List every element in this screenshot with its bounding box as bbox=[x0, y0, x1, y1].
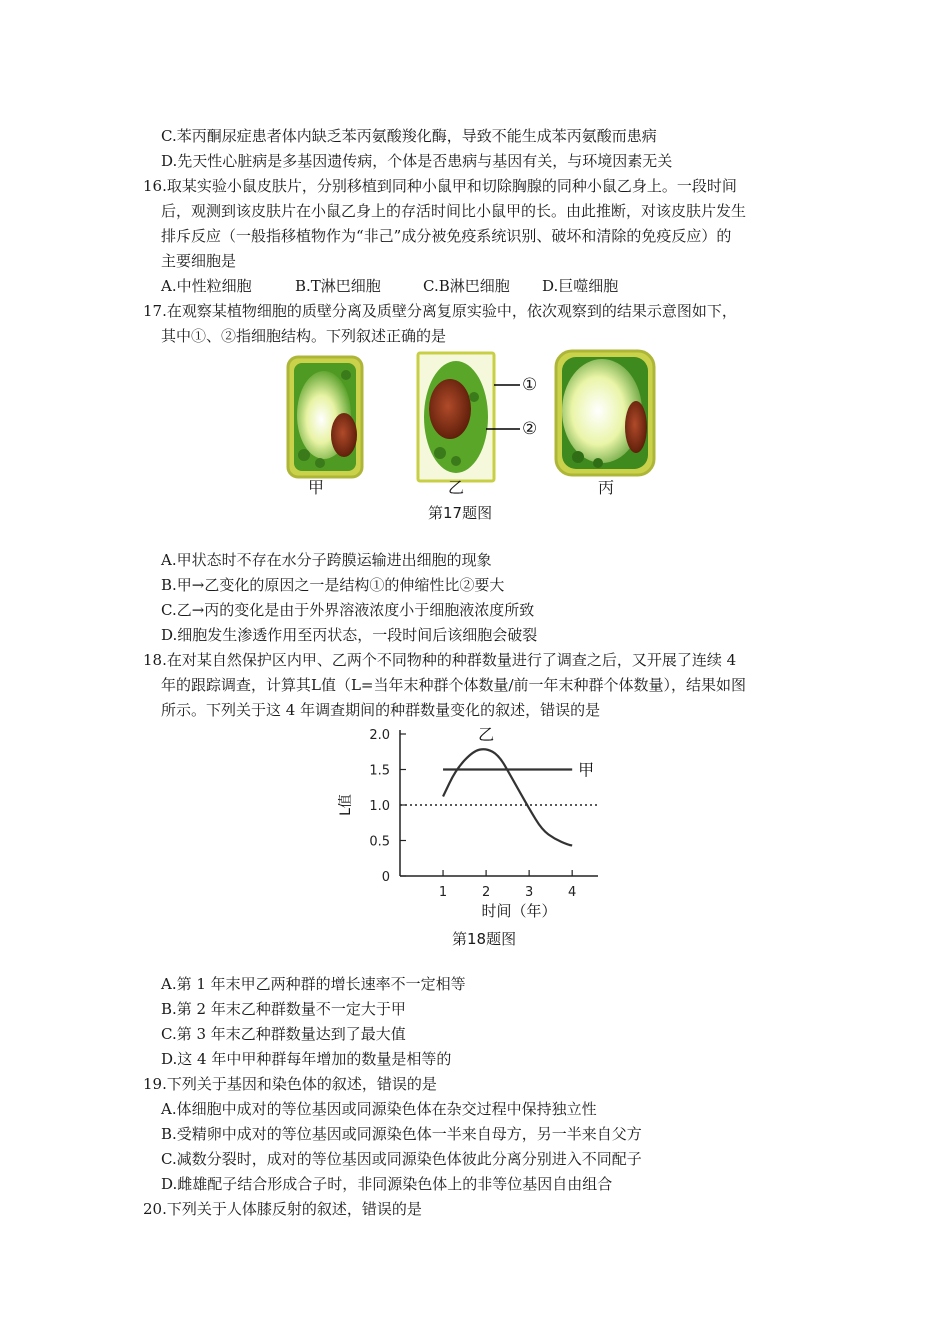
cell-bing bbox=[556, 351, 654, 475]
q18-stem-2: 年的跟踪调查，计算其L值（L=当年末种群个体数量/前一年末种群个体数量），结果如图 bbox=[161, 676, 747, 694]
q17-option-c: C.乙→丙的变化是由于外界溶液浓度小于细胞液浓度所致 bbox=[161, 601, 535, 619]
y-axis-label: L值 bbox=[338, 794, 354, 816]
x-tick-label: 3 bbox=[524, 885, 534, 900]
chart-labels bbox=[337, 725, 594, 920]
q16-option-a: A.中性粒细胞 bbox=[161, 277, 252, 295]
q16-stem-1: 16.取某实验小鼠皮肤片，分别移植到同种小鼠甲和切除胸腺的同种小鼠乙身上。一段时间 bbox=[143, 177, 737, 195]
q19-option-c: C.减数分裂时，成对的等位基因或同源染色体彼此分离分别进入不同配子 bbox=[161, 1150, 642, 1168]
marker-1: ① bbox=[522, 375, 538, 395]
series-label-jia: 甲 bbox=[578, 760, 595, 780]
series-label-yi: 乙 bbox=[478, 725, 495, 745]
q16-option-d: D.巨噬细胞 bbox=[542, 277, 619, 295]
label-bing: 丙 bbox=[598, 478, 615, 497]
y-tick-label: 0 bbox=[381, 870, 390, 885]
x-tick-label: 2 bbox=[481, 885, 491, 900]
q17-option-d: D.细胞发生渗透作用至丙状态，一段时间后该细胞会破裂 bbox=[161, 626, 538, 644]
label-yi: 乙 bbox=[448, 478, 465, 497]
x-tick-label: 1 bbox=[438, 885, 448, 900]
q18-figure-caption: 第18题图 bbox=[452, 930, 517, 948]
q20-stem: 20.下列关于人体膝反射的叙述，错误的是 bbox=[143, 1200, 422, 1218]
y-tick-label: 2.0 bbox=[369, 728, 390, 743]
q17-stem-1: 17.在观察某植物细胞的质壁分离及质壁分离复原实验中，依次观察到的结果示意图如下， bbox=[143, 302, 737, 320]
chart-series bbox=[400, 749, 598, 845]
marker-2: ② bbox=[522, 419, 538, 439]
q19-stem: 19.下列关于基因和染色体的叙述，错误的是 bbox=[143, 1075, 437, 1093]
q16-option-b: B.T淋巴细胞 bbox=[295, 277, 381, 295]
x-tick-label: 4 bbox=[568, 885, 577, 900]
q16-stem-2: 后，观测到该皮肤片在小鼠乙身上的存活时间比小鼠甲的长。由此推断，对该皮肤片发生 bbox=[161, 202, 747, 220]
q17-stem-2: 其中①、②指细胞结构。下列叙述正确的是 bbox=[161, 327, 447, 345]
y-tick-label: 0.5 bbox=[369, 834, 390, 850]
q17-option-b: B.甲→乙变化的原因之一是结构①的伸缩性比②要大 bbox=[161, 576, 505, 594]
q16-stem-4: 主要细胞是 bbox=[161, 252, 237, 270]
label-jia: 甲 bbox=[308, 478, 325, 497]
q17-figure-caption: 第17题图 bbox=[428, 504, 493, 522]
q18-option-c: C.第 3 年末乙种群数量达到了最大值 bbox=[161, 1025, 406, 1043]
q19-option-b: B.受精卵中成对的等位基因或同源染色体一半来自母方，另一半来自父方 bbox=[161, 1125, 642, 1143]
q18-stem-1: 18.在对某自然保护区内甲、乙两个不同物种的种群数量进行了调查之后，又开展了连续 4 bbox=[143, 651, 737, 669]
q18-line-chart bbox=[330, 722, 620, 922]
x-axis-label: 时间（年） bbox=[481, 902, 557, 920]
cell-jia bbox=[288, 357, 362, 477]
q18-option-b: B.第 2 年末乙种群数量不一定大于甲 bbox=[161, 1000, 406, 1018]
q15-option-c: C.苯丙酮尿症患者体内缺乏苯丙氨酸羧化酶，导致不能生成苯丙氨酸而患病 bbox=[161, 127, 657, 145]
y-tick-label: 1.0 bbox=[369, 799, 390, 814]
series-line-1 bbox=[443, 749, 572, 845]
q17-option-a: A.甲状态时不存在水分子跨膜运输进出细胞的现象 bbox=[161, 551, 492, 569]
cell-yi bbox=[418, 353, 520, 481]
q16-option-c: C.B淋巴细胞 bbox=[423, 277, 510, 295]
q18-stem-3: 所示。下列关于这 4 年调查期间的种群数量变化的叙述，错误的是 bbox=[161, 701, 601, 719]
q18-option-d: D.这 4 年中甲种群每年增加的数量是相等的 bbox=[161, 1050, 452, 1068]
q16-stem-3: 排斥反应（一般指移植物作为“非己”成分被免疫系统识别、破坏和清除的免疫反应）的 bbox=[161, 227, 732, 245]
q19-option-a: A.体细胞中成对的等位基因或同源染色体在杂交过程中保持独立性 bbox=[161, 1100, 597, 1118]
q19-option-d: D.雌雄配子结合形成合子时，非同源染色体上的非等位基因自由组合 bbox=[161, 1175, 613, 1193]
chart-axes bbox=[400, 730, 598, 876]
q15-option-d: D.先天性心脏病是多基因遗传病，个体是否患病与基因有关，与环境因素无关 bbox=[161, 152, 673, 170]
y-tick-label: 1.5 bbox=[369, 763, 390, 779]
q18-option-a: A.第 1 年末甲乙两种群的增长速率不一定相等 bbox=[161, 975, 466, 993]
